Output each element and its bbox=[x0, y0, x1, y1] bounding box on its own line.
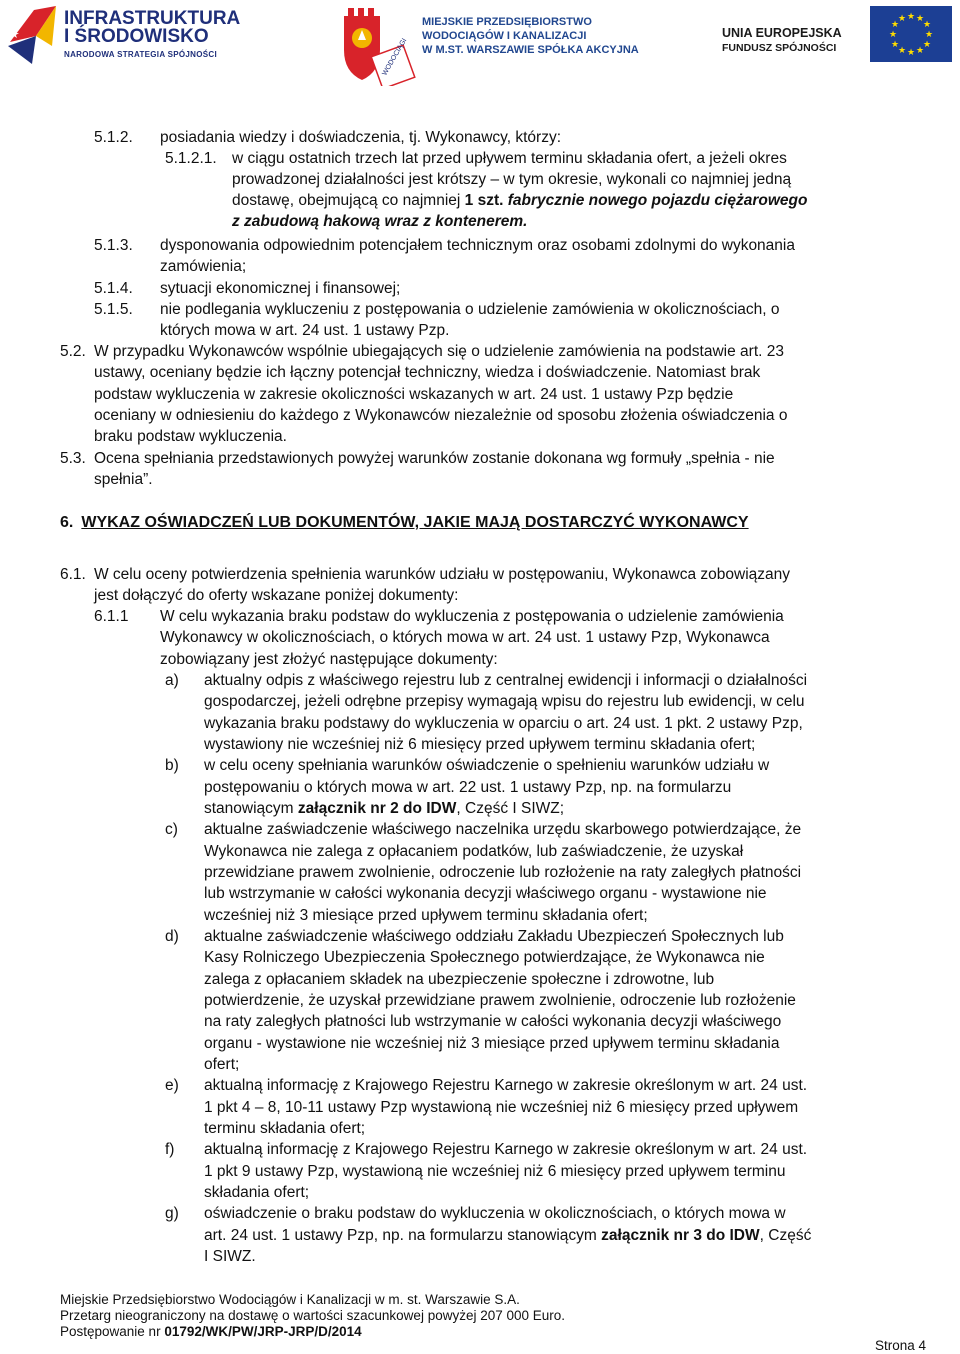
s512-num: 5.1.2. bbox=[94, 129, 133, 146]
item-c-l5: wcześniej niż 3 miesiące przed upływem terminu składania ofert; bbox=[204, 907, 648, 924]
item-e-l3: terminu składania ofert; bbox=[204, 1120, 366, 1137]
item-a-l2: gospodarczej, jeżeli odrębne przepisy wymagają wpisu do rejestru lub ewidencji, w celu bbox=[204, 693, 805, 710]
item-b-label: b) bbox=[165, 757, 179, 774]
section-6-title: WYKAZ OŚWIADCZEŃ LUB DOKUMENTÓW, JAKIE MAJĄ DOSTARCZYĆ WYKONAWCY bbox=[81, 514, 749, 531]
item-b-l2: postępowaniu o których mowa w art. 22 ust. 1 ustawy Pzp, np. na formularzu bbox=[204, 779, 732, 796]
s5121-l2: prowadzonej działalności jest krótszy – w tym okresie, wykonali co najmniej jedną bbox=[232, 171, 792, 188]
item-f-label: f) bbox=[165, 1141, 175, 1158]
item-c-label: c) bbox=[165, 821, 178, 838]
mpwik-line1: MIEJSKIE PRZEDSIĘBIORSTWO bbox=[422, 16, 592, 28]
s53-l1: Ocena spełniania przedstawionych powyżej warunków zostanie dokonana wg formuły „spełnia - nie bbox=[94, 450, 775, 467]
item-d-l5: na raty zaległych płatności lub wstrzymanie w całości wykonania decyzji właściwego bbox=[204, 1013, 782, 1030]
s611-l3: zobowiązany jest złożyć następujące dokumenty: bbox=[160, 651, 498, 668]
s61-l2: jest dołączyć do oferty wskazane poniżej dokumenty: bbox=[94, 587, 459, 604]
s53-l2: spełnia”. bbox=[94, 471, 153, 488]
s514-num: 5.1.4. bbox=[94, 280, 133, 297]
s52-l2: ustawy, oceniany będzie ich łączny potencjał techniczny, wiedza i doświadczenie. Natomiast brak bbox=[94, 364, 761, 381]
item-a-label: a) bbox=[165, 672, 179, 689]
item-d-label: d) bbox=[165, 928, 179, 945]
item-g-label: g) bbox=[165, 1205, 179, 1222]
s513-num: 5.1.3. bbox=[94, 237, 133, 254]
footer bbox=[60, 1292, 565, 1340]
item-a-l3: wykazania braku podstawy do wykluczenia w oparciu o art. 24 ust. 1 pkt. 2 ustawy Pzp, bbox=[204, 715, 803, 732]
footer-l3: Postępowanie nr 01792/WK/PW/JRP-JRP/D/2014 bbox=[60, 1324, 362, 1339]
item-d-l3: zalega z opłacaniem składek na ubezpieczenie społeczne i zdrowotne, lub bbox=[204, 971, 715, 988]
item-e-l2: 1 pkt 4 – 8, 10-11 ustawy Pzp wystawioną nie wcześniej niż 6 miesięcy przed upływem bbox=[204, 1099, 799, 1116]
section-6-heading bbox=[60, 513, 749, 532]
item-d-l1: aktualne zaświadczenie właściwego oddziału Zakładu Ubezpieczeń Społecznych lub bbox=[204, 928, 784, 945]
s5121-l3: dostawę, obejmującą co najmniej 1 szt. fabrycznie nowego pojazdu ciężarowego bbox=[232, 192, 808, 209]
s513-l1: dysponowania odpowiednim potencjałem technicznym oraz osobami zdolnymi do wykonania bbox=[160, 237, 795, 254]
mpwik-line3: W M.ST. WARSZAWIE SPÓŁKA AKCYJNA bbox=[422, 44, 639, 56]
item-c-l3: przewidziane prawem zwolnienie, odroczenie lub rozłożenie na raty zaległych płatności bbox=[204, 864, 802, 881]
footer-l1: Miejskie Przedsiębiorstwo Wodociągów i Kanalizacji w m. st. Warszawie S.A. bbox=[60, 1292, 520, 1307]
svg-text:★: ★ bbox=[890, 40, 900, 50]
s512-text: posiadania wiedzy i doświadczenia, tj. Wykonawcy, którzy: bbox=[160, 129, 562, 146]
infra-line3: NARODOWA STRATEGIA SPÓJNOŚCI bbox=[64, 50, 218, 59]
infra-line1: INFRASTRUKTURA bbox=[64, 8, 241, 29]
item-d-l7: ofert; bbox=[204, 1056, 240, 1073]
s515-l2: których mowa w art. 24 ust. 1 ustawy Pzp. bbox=[160, 322, 450, 339]
item-e-label: e) bbox=[165, 1077, 179, 1094]
item-c-l4: lub wstrzymanie w całości wykonania decyzji właściwego organu - wystawione nie bbox=[204, 885, 767, 902]
svg-text:★: ★ bbox=[897, 14, 907, 24]
footer-l2: Przetarg nieograniczony na dostawę o wartości szacunkowej powyżej 207 000 Euro. bbox=[60, 1308, 566, 1323]
svg-text:★: ★ bbox=[897, 46, 907, 56]
svg-text:★: ★ bbox=[922, 40, 932, 50]
s611-l2: Wykonawcy w okolicznościach, o których mowa w art. 24 ust. 1 ustawy Pzp, Wykonawca bbox=[160, 629, 770, 646]
s514-text: sytuacji ekonomicznej i finansowej; bbox=[160, 280, 401, 297]
item-d-l2: Kasy Rolniczego Ubezpieczenia Społecznego potwierdzające, że Wykonawca nie bbox=[204, 949, 765, 966]
s5121-l1: w ciągu ostatnich trzech lat przed upływem terminu składania ofert, a jeżeli okres bbox=[232, 150, 787, 167]
svg-text:WODOCIĄGI: WODOCIĄGI bbox=[381, 37, 409, 77]
s61-num: 6.1. bbox=[60, 566, 86, 583]
svg-text:★: ★ bbox=[915, 14, 925, 24]
item-f-l2: 1 pkt 9 ustawy Pzp, wystawioną nie wcześniej niż 6 miesięcy przed upływem terminu bbox=[204, 1163, 786, 1180]
s52-num: 5.2. bbox=[60, 343, 86, 360]
s515-num: 5.1.5. bbox=[94, 301, 133, 318]
svg-text:★: ★ bbox=[924, 30, 934, 40]
s5121-num: 5.1.2.1. bbox=[165, 150, 217, 167]
infra-line2: I ŚRODOWISKO bbox=[64, 26, 209, 47]
eu-line1: UNIA EUROPEJSKA bbox=[722, 26, 842, 40]
s515-l1: nie podlegania wykluczeniu z postępowania o udzielenie zamówienia w okolicznościach, o bbox=[160, 301, 780, 318]
svg-text:★: ★ bbox=[915, 46, 925, 56]
s61-l1: W celu oceny potwierdzenia spełnienia warunków udziału w postępowaniu, Wykonawca zobowiązany bbox=[94, 566, 791, 583]
s52-l4: oceniany w odniesieniu do każdego z Wykonawców niezależnie od sposobu złożenia oświadczenia o bbox=[94, 407, 788, 424]
item-g-l3: I SIWZ. bbox=[204, 1248, 256, 1265]
mpwik-line2: WODOCIĄGÓW I KANALIZACJI bbox=[422, 30, 587, 42]
item-e-l1: aktualną informację z Krajowego Rejestru Karnego w zakresie określonym w art. 24 ust. bbox=[204, 1077, 808, 1094]
svg-text:★: ★ bbox=[890, 20, 900, 30]
page-number: Strona 4 bbox=[875, 1338, 927, 1353]
svg-text:★: ★ bbox=[888, 30, 898, 40]
item-g-l2: art. 24 ust. 1 ustawy Pzp, np. na formularzu stanowiącym załącznik nr 3 do IDW, Część bbox=[204, 1227, 812, 1244]
item-c-l2: Wykonawca nie zalega z opłacaniem podatków, lub zaświadczenie, że uzyskał bbox=[204, 843, 744, 860]
svg-text:★: ★ bbox=[922, 20, 932, 30]
item-g-l1: oświadczenie o braku podstaw do wykluczenia w okolicznościach, o których mowa w bbox=[204, 1205, 786, 1222]
s52-l1: W przypadku Wykonawców wspólnie ubiegających się o udzielenie zamówienia na podstawie art. 23 bbox=[94, 343, 784, 360]
s53-num: 5.3. bbox=[60, 450, 86, 467]
item-a-l1: aktualny odpis z właściwego rejestru lub z centralnej ewidencji i informacji o działalności bbox=[204, 672, 808, 689]
item-c-l1: aktualne zaświadczenie właściwego naczelnika urzędu skarbowego potwierdzające, że bbox=[204, 821, 802, 838]
svg-text:★: ★ bbox=[906, 12, 916, 22]
item-a-l4: wystawiony nie wcześniej niż 6 miesięcy przed upływem terminu składania ofert; bbox=[204, 736, 756, 753]
item-d-l6: organu - wystawione nie wcześniej niż 3 miesiące przed upływem terminu składania bbox=[204, 1035, 780, 1052]
s52-l3: podstaw wykluczenia w zakresie okoliczności wskazanych w art. 24 ust. 1 ustawy Pzp będzie bbox=[94, 386, 734, 403]
svg-text:★: ★ bbox=[906, 48, 916, 58]
item-d-l4: potwierdzenie, że uzyskał przewidziane prawem zwolnienie, odroczenie lub rozłożenie bbox=[204, 992, 796, 1009]
s513-l2: zamówienia; bbox=[160, 258, 247, 275]
item-f-l3: składania ofert; bbox=[204, 1184, 310, 1201]
item-f-l1: aktualną informację z Krajowego Rejestru Karnego w zakresie określonym w art. 24 ust. bbox=[204, 1141, 808, 1158]
section-6-num: 6. bbox=[60, 514, 74, 531]
eu-line2: FUNDUSZ SPÓJNOŚCI bbox=[722, 42, 837, 54]
s611-l1: W celu wykazania braku podstaw do wykluczenia z postępowania o udzielenie zamówienia bbox=[160, 608, 784, 625]
s5121-l4: z zabudową hakową wraz z kontenerem. bbox=[232, 213, 528, 230]
s52-l5: braku podstaw wykluczenia. bbox=[94, 428, 287, 445]
item-b-l3: stanowiącym załącznik nr 2 do IDW, Część I SIWZ; bbox=[204, 800, 565, 817]
s611-num: 6.1.1 bbox=[94, 608, 129, 625]
item-b-l1: w celu oceny spełniania warunków oświadczenie o spełnieniu warunków udziału w bbox=[204, 757, 770, 774]
